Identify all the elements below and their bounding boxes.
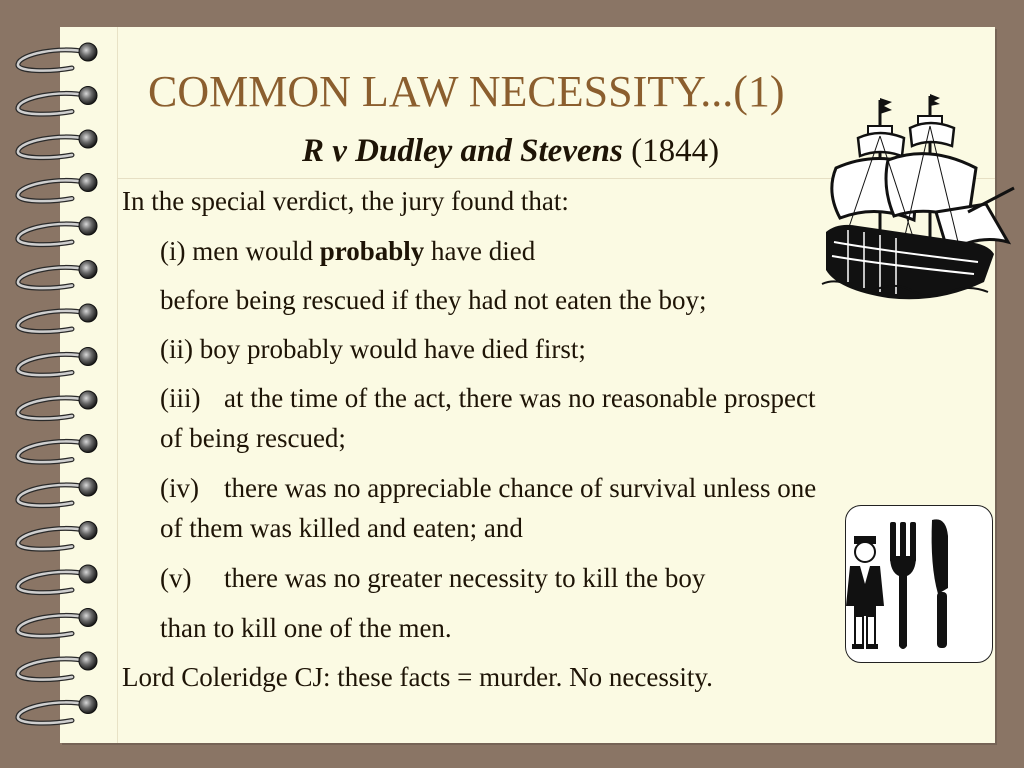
- binding-ring: [18, 304, 97, 332]
- binding-ring: [18, 43, 97, 71]
- conclusion-line: Lord Coleridge CJ: these facts = murder. No necessity.: [122, 662, 713, 692]
- binding-ring: [18, 652, 97, 680]
- binding-ring: [18, 522, 97, 550]
- binding-ring: [18, 174, 97, 202]
- binding-ring: [18, 217, 97, 245]
- binding-ring: [18, 130, 97, 158]
- case-citation: [302, 131, 719, 171]
- intro-line: In the special verdict, the jury found that:: [122, 186, 569, 216]
- sailing-ship-icon: [818, 92, 1018, 312]
- binding-ring: [18, 348, 97, 376]
- binding-ring: [18, 261, 97, 289]
- finding-3: [160, 382, 816, 414]
- binding-ring: [18, 478, 97, 506]
- finding-2: (ii) boy probably would have died first;: [160, 334, 586, 364]
- slide-title: COMMON LAW NECESSITY...(1): [148, 67, 785, 116]
- finding-1-emphasis: probably: [319, 236, 425, 266]
- finding-4-label: (iv): [160, 473, 199, 503]
- binding-ring: [18, 391, 97, 419]
- binding-ring: [18, 609, 97, 637]
- person-fork-knife-icon: [845, 505, 993, 663]
- finding-4-text: there was no appreciable chance of survival unless one: [224, 473, 817, 503]
- finding-5-text: there was no greater necessity to kill the boy: [224, 563, 706, 593]
- finding-4-continued: of them was killed and eaten; and: [160, 513, 523, 543]
- finding-1-text: (i) men would: [160, 236, 320, 266]
- finding-3-label: (iii): [160, 383, 201, 413]
- finding-1-text-end: have died: [424, 236, 536, 266]
- binding-ring: [18, 87, 97, 115]
- binding-ring: [18, 435, 97, 463]
- finding-5: [160, 562, 705, 594]
- finding-5-label: (v): [160, 563, 192, 593]
- case-name: R v Dudley and Stevens: [302, 133, 623, 169]
- cutlery-figure-icon: [846, 506, 991, 661]
- finding-3-continued: of being rescued;: [160, 423, 346, 453]
- finding-1: [160, 235, 535, 267]
- finding-1-continued: before being rescued if they had not eaten the boy;: [160, 285, 707, 315]
- case-year: (1844): [631, 133, 720, 169]
- binding-ring: [18, 565, 97, 593]
- finding-5-continued: than to kill one of the men.: [160, 613, 452, 643]
- finding-4: [160, 472, 816, 504]
- finding-3-text: at the time of the act, there was no reasonable prospect: [224, 383, 816, 413]
- margin-line: [117, 27, 118, 743]
- spiral-binding-icon: [0, 0, 110, 768]
- binding-ring: [18, 696, 97, 724]
